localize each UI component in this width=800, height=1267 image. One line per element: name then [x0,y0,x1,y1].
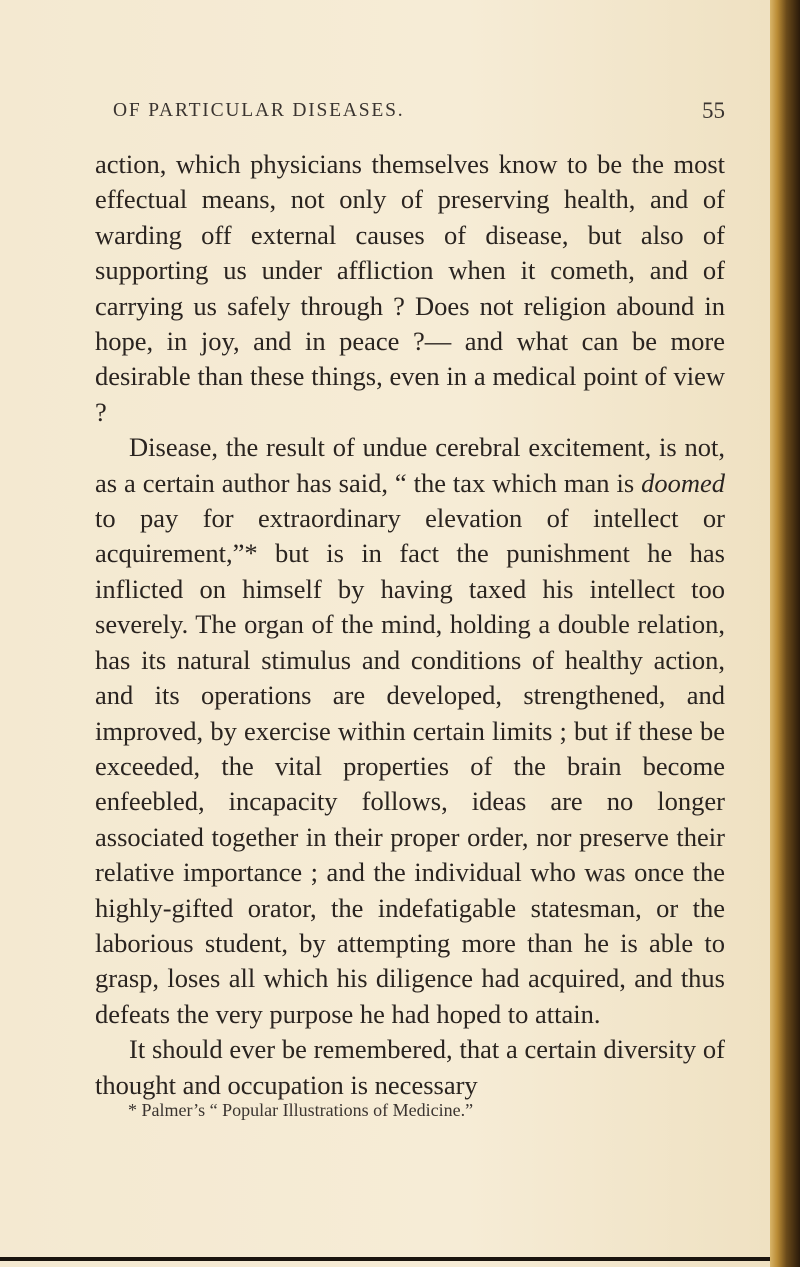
book-page-edge [770,0,800,1267]
bottom-rule [0,1257,770,1261]
footnote: * Palmer’s “ Popular Illustrations of Medicine.” [128,1100,474,1120]
running-head: OF PARTICULAR DISEASES. [113,100,405,121]
paragraph [95,147,725,430]
page-number: 55 [702,98,725,123]
paragraph-text: Disease, the result of undue cerebral excitement, is not, as a certain author has said, “ the tax which man is [95,432,725,498]
paragraph-text: action, which physicians themselves know to be the most effectual means, not only of preserving health, and of warding off external causes of disease, but also of supporting us under affliction when it cometh, and of carrying us safely through ? Does not religion abound in hope, in joy, and in peace ?— and what can be more desirable than these things, even in a medical point of view ? [95,149,725,427]
paragraph-text: It should ever be remembered, that a certain diversity of thought and occupation is necessary [95,1034,725,1100]
paragraph [95,1032,725,1103]
emphasized-word: doomed [641,467,725,498]
body-text [95,147,725,1103]
paragraph-text: to pay for extraordinary elevation of intellect or acquirement,”* but is in fact the punishment he has inflicted on himself by having taxed his intellect too severely. The organ of the mind, holding a double relation, has its natural stimulus and conditions of healthy action, and its operations are developed, strengthened, and improved, by exercise within certain limits ; but if these be exceeded, the vital properties of the brain become enfeebled, incapacity follows, ideas are no longer associated together in their proper order, nor preserve their relative importance ; and the individual who was once the highly-gifted orator, the indefatigable statesman, or the laborious student, by attempting more than he is able to grasp, loses all which his diligence had acquired, and thus defeats the very purpose he had hoped to attain. [95,503,725,1029]
page-header [113,100,725,134]
paragraph [95,430,725,1032]
